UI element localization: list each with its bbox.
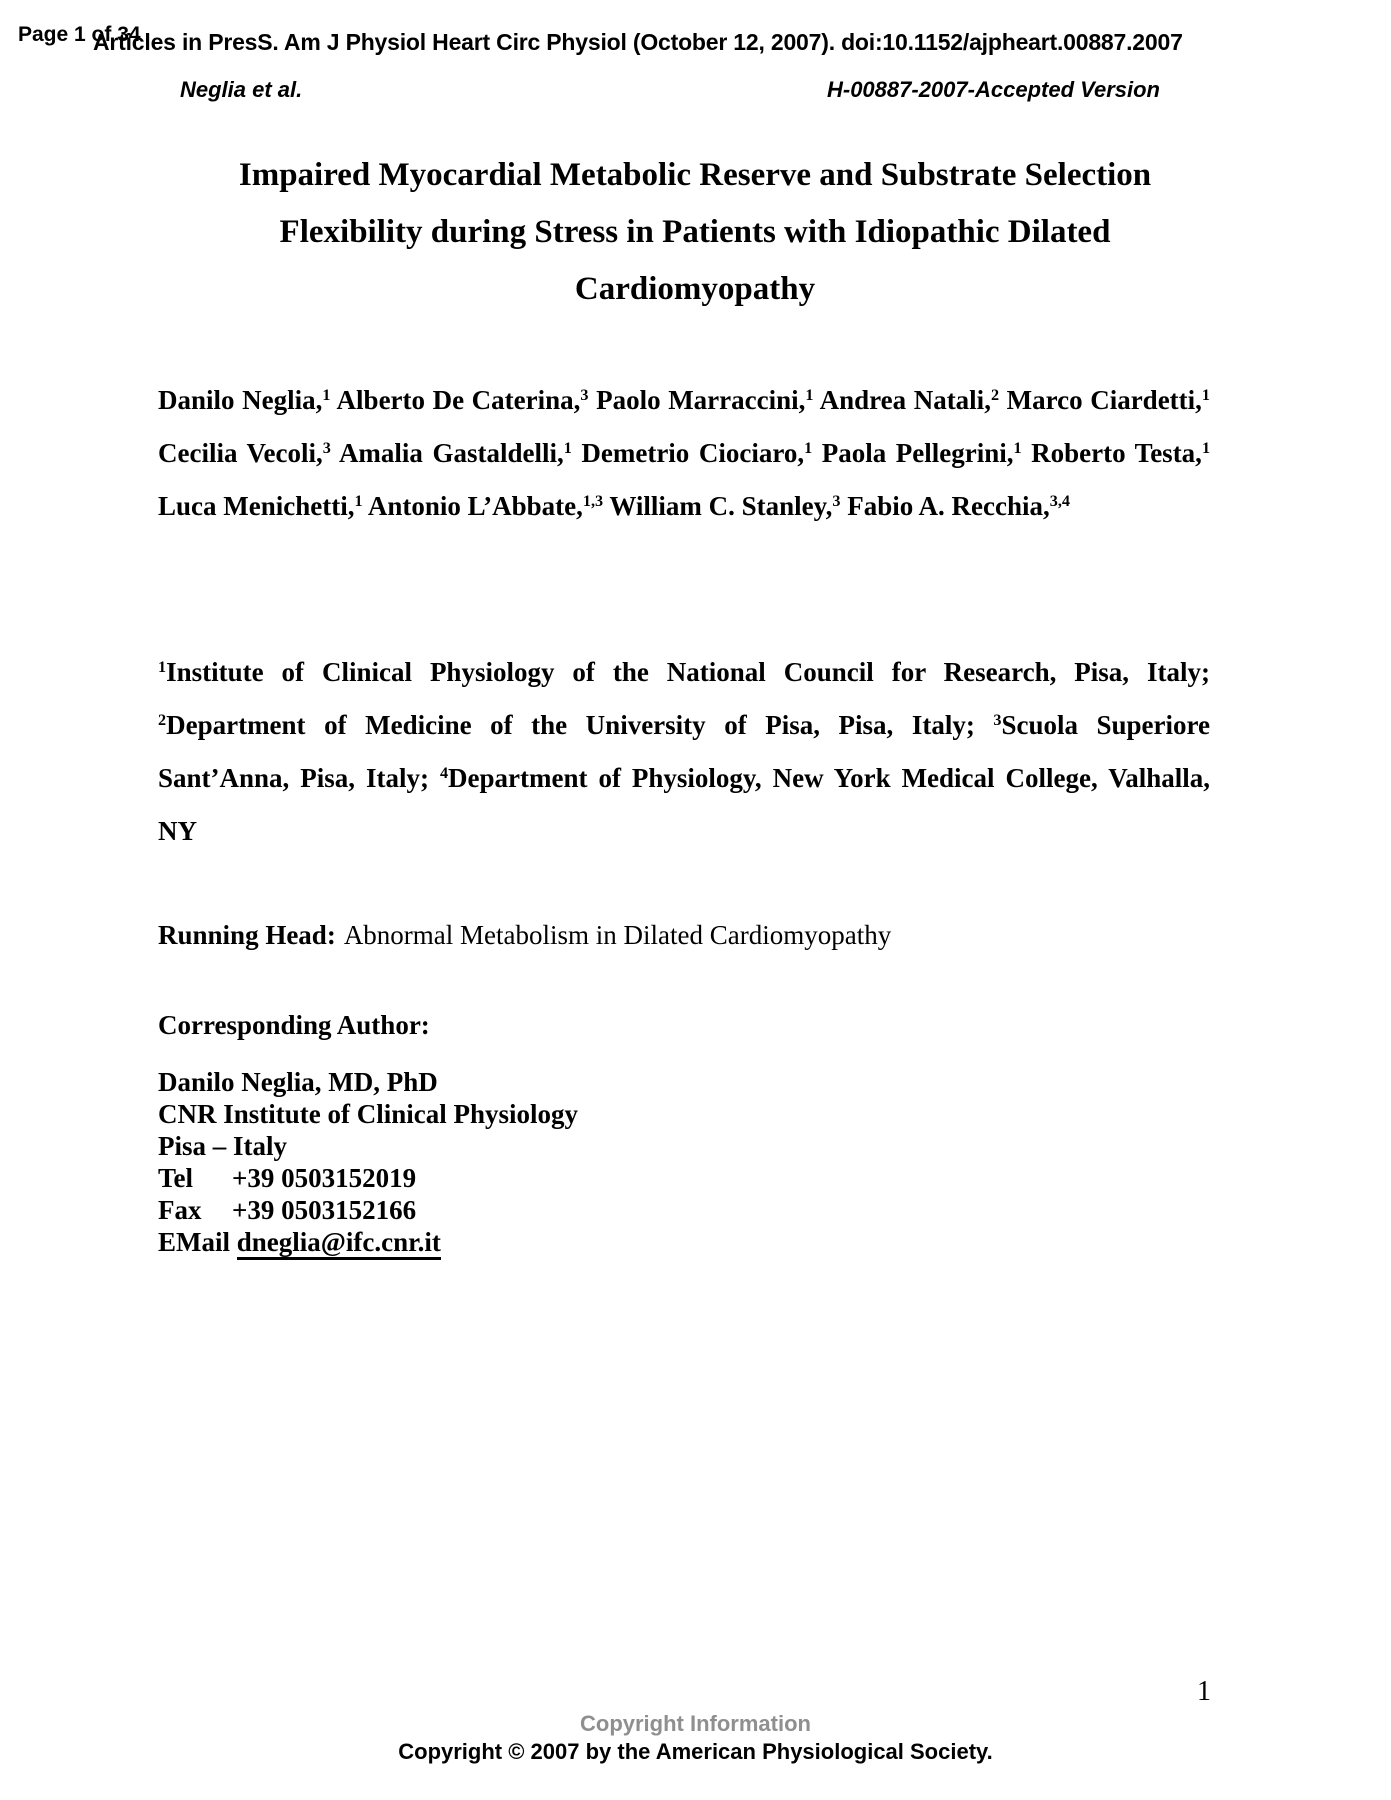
contact-institute: CNR Institute of Clinical Physiology [158,1099,579,1129]
author-affiliation-superscript: 3 [322,439,331,458]
affiliation-number-superscript: 2 [158,711,167,730]
running-authors: Neglia et al. [180,77,303,102]
author-affiliation-superscript: 1 [1201,386,1211,405]
tel-number: +39 0503152019 [232,1163,417,1193]
copyright-line: Copyright © 2007 by the American Physiological Society. [398,1739,993,1764]
author-affiliation-superscript: 1 [805,386,814,405]
title-line-3: Cardiomyopathy [574,271,816,307]
author-name: Fabio A. Recchia, [847,491,1050,521]
title-line-2: Flexibility during Stress in Patients with Idiopathic Dilated [279,214,1111,250]
running-head [158,918,1210,952]
copyright-information-label: Copyright Information [580,1711,811,1736]
running-head-label: Running Head: [158,920,336,950]
author-affiliation-superscript: 1 [804,439,813,458]
contact-fax-row [158,1194,1058,1226]
author-name: Alberto De Caterina, [336,385,581,415]
author-name: William C. Stanley, [609,491,833,521]
author-name: Andrea Natali, [819,385,991,415]
affiliation-list [158,646,1210,858]
tel-label: Tel [158,1163,194,1193]
author-affiliation-superscript: 1,3 [582,492,604,511]
corresponding-author-label: Corresponding Author: [158,1010,430,1040]
author-affiliation-superscript: 1 [563,439,572,458]
fax-number: +39 0503152166 [232,1195,417,1225]
author-name: Marco Ciardetti, [1006,385,1202,415]
contact-tel-row [158,1162,1058,1194]
email-label: EMail [158,1227,230,1257]
author-affiliation-superscript: 3,4 [1049,492,1070,511]
affiliation-number-superscript: 1 [158,658,167,677]
author-affiliation-superscript: 1 [322,386,331,405]
author-name: Paolo Marraccini, [596,385,806,415]
author-name: Antonio L’Abbate, [367,491,583,521]
page-count-label: Page 1 of 34 [18,23,141,46]
author-name: Danilo Neglia, [158,385,323,415]
author-list [158,374,1210,533]
affiliation-text: Department of Physiology, New York Medical College, Valhalla, NY [158,763,1210,846]
author-name: Demetrio Ciociaro, [581,438,805,468]
author-name: Paola Pellegrini, [821,438,1014,468]
author-affiliation-superscript: 2 [990,386,1000,405]
author-affiliation-superscript: 3 [580,386,589,405]
author-affiliation-superscript: 1 [354,492,363,511]
affiliation-text: Department of Medicine of the University of Pisa, Pisa, Italy; [166,710,994,740]
title-line-1: Impaired Myocardial Metabolic Reserve and Substrate Selection [238,157,1152,193]
contact-city: Pisa – Italy [158,1131,288,1161]
contact-name: Danilo Neglia, MD, PhD [158,1067,438,1097]
contact-block [158,1066,1058,1258]
fax-label: Fax [158,1195,202,1225]
author-name: Amalia Gastaldelli, [338,438,564,468]
author-affiliation-superscript: 1 [1201,439,1211,458]
articles-in-press-line: Articles in PresS. Am J Physiol Heart Circ Physiol (October 12, 2007). doi:10.1152/ajpheart.00887.2007 [93,29,1183,55]
contact-email-row [158,1226,1058,1258]
author-name: Cecilia Vecoli, [158,438,323,468]
running-head-value: Abnormal Metabolism in Dilated Cardiomyopathy [343,920,892,950]
affiliation-text: Scuola Superiore Sant’Anna, Pisa, Italy; [158,710,1211,793]
author-name: Luca Menichetti, [158,491,355,521]
author-name: Roberto Testa, [1031,438,1202,468]
affiliation-number-superscript: 3 [993,711,1002,730]
author-affiliation-superscript: 1 [1013,439,1022,458]
affiliation-number-superscript: 4 [439,764,449,783]
page-number: 1 [1197,1676,1211,1707]
paper-title [160,147,1230,318]
affiliation-text: Institute of Clinical Physiology of the National Council for Research, Pisa, Italy; [166,657,1210,687]
accepted-version-label: H-00887-2007-Accepted Version [826,77,1160,102]
author-affiliation-superscript: 3 [832,492,841,511]
email-link[interactable]: dneglia@ifc.cnr.it [237,1227,441,1260]
